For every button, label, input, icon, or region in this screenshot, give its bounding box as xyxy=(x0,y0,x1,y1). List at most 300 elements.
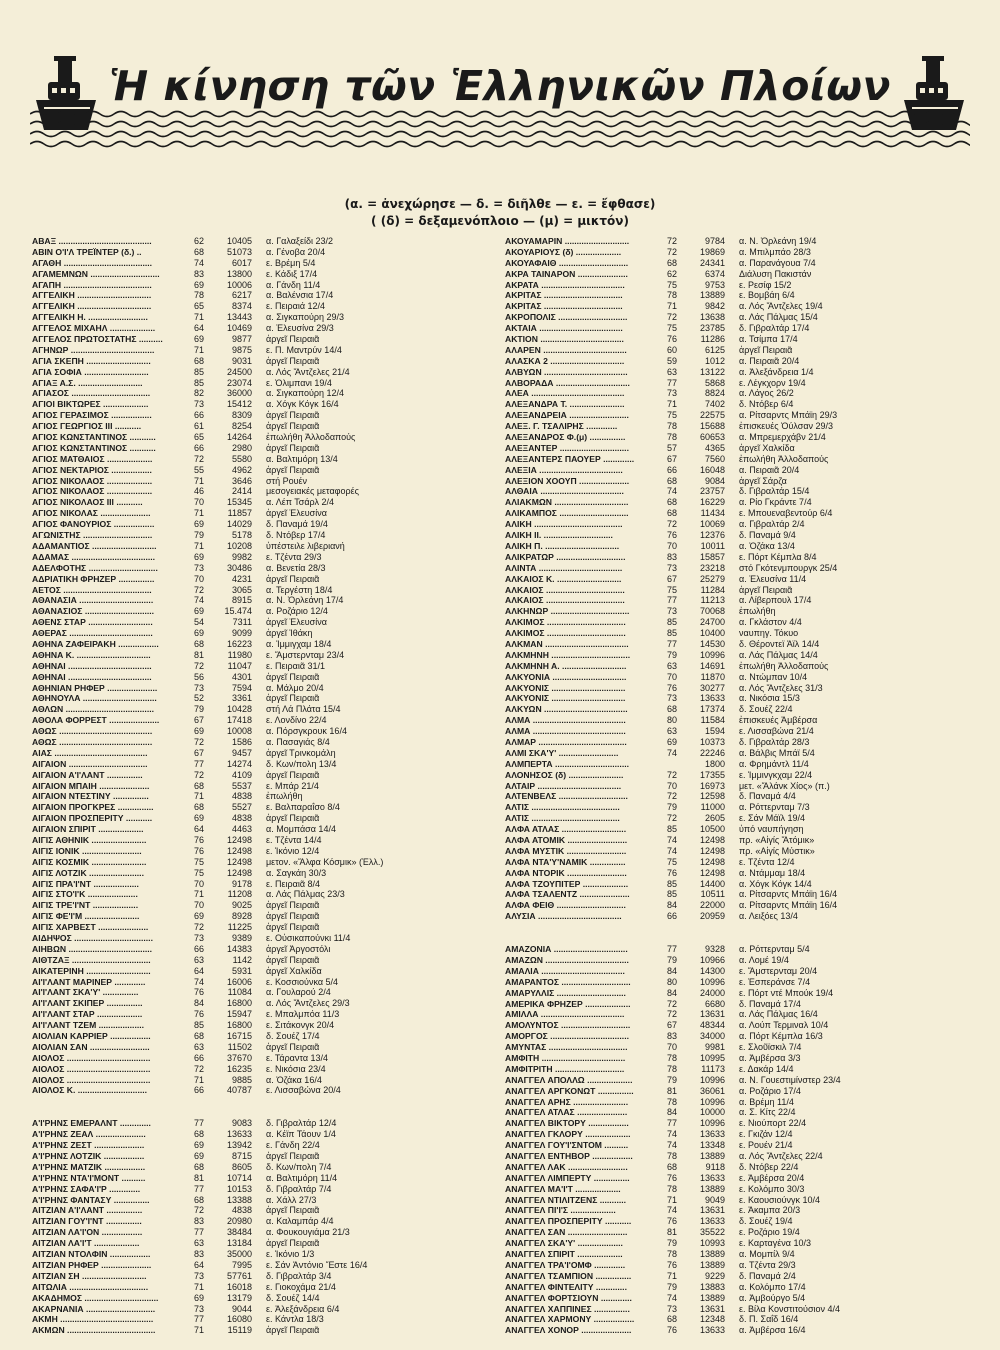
tonnage: 13883 xyxy=(699,1281,725,1292)
tonnage: 10208 xyxy=(226,540,252,551)
tonnage: 7594 xyxy=(231,682,252,693)
ship-name: ΑΛΕΑ ....................................... xyxy=(505,388,625,399)
status: ἀργεῖ Σάρζα xyxy=(739,475,787,486)
status: ε. Ἀκαμπα 20/3 xyxy=(739,1205,801,1216)
ship-name: ΑΛΕΞΑΝΔΡΑ Τ. ....................... xyxy=(505,399,625,410)
ship-name: ΑΙΓΑΙΟΝ ................................. xyxy=(32,758,148,769)
ship-name: ΑΙΓΙΣ ΑΘΗΝΙΚ ....................... xyxy=(32,834,147,845)
ship-name: ΑΓΙΟΣ ΓΕΡΑΣΙΜΟΣ ................. xyxy=(32,410,152,421)
ship-row xyxy=(32,486,462,497)
tonnage: 70068 xyxy=(699,606,725,617)
status: ἀργεῖ Πειραιᾶ xyxy=(266,573,320,584)
tonnage: 38484 xyxy=(226,1227,252,1238)
build-year: 66 xyxy=(666,464,677,475)
ship-row xyxy=(505,334,935,345)
ship-row xyxy=(32,1314,462,1325)
tonnage: 9049 xyxy=(704,1194,725,1205)
ship-row xyxy=(32,977,462,988)
status: α. Χόγκ Κόγκ 14/4 xyxy=(739,878,812,889)
tonnage: 13889 xyxy=(699,1259,725,1270)
ship-row xyxy=(32,378,462,389)
tonnage: 12498 xyxy=(699,867,725,878)
ship-name: ΑΓΙΟΣ ΚΩΝΣΤΑΝΤΙΝΟΣ ........... xyxy=(32,442,156,453)
tonnage: 13179 xyxy=(226,1292,252,1303)
tonnage: 10153 xyxy=(226,1183,252,1194)
tonnage: 9229 xyxy=(704,1270,725,1281)
ship-name: ΑΙΤΖΙΑΝ ΣΗ ........................... xyxy=(32,1270,147,1281)
ship-name: ΑΓΙΟΣ ΜΑΤΘΑΙΟΣ ................... xyxy=(32,453,153,464)
ship-name: ΑΚΡΙΤΑΣ ................................. xyxy=(505,290,623,301)
build-year: 71 xyxy=(666,1270,677,1281)
ship-row xyxy=(32,911,462,922)
status: ναυπηγ. Τόκυο xyxy=(739,628,799,639)
build-year: 74 xyxy=(666,1292,677,1303)
ship-row xyxy=(505,1075,935,1086)
status: ε. Βομβάη 6/4 xyxy=(739,290,795,301)
build-year: 69 xyxy=(193,628,204,639)
build-year: 85 xyxy=(666,889,677,900)
build-year: 79 xyxy=(193,530,204,541)
tonnage: 14300 xyxy=(699,965,725,976)
ship-name: ΑΙΟΛΙΑΝ ΚΑΡΡΙΕΡ ................. xyxy=(32,1031,151,1042)
ship-name: ΑΛΚΥΟΝΙΣ ............................... xyxy=(505,682,626,693)
status: ἀργεῖ Ἐλευσίνα xyxy=(266,617,327,628)
ship-row xyxy=(32,563,462,574)
status: ε. Ὀλιμπανι 19/4 xyxy=(266,377,332,388)
tonnage: 16048 xyxy=(699,464,725,475)
tonnage: 5527 xyxy=(231,802,252,813)
status: α. Ἀμβούργο 5/4 xyxy=(739,1292,806,1303)
build-year: 68 xyxy=(666,257,677,268)
ship-name: ΑΛΚΥΟΝΙΑ ............................... xyxy=(505,671,627,682)
ship-row xyxy=(32,1042,462,1053)
ship-row xyxy=(505,530,935,541)
ship-name: ΑΘΕΝΣ ΣΤΑΡ ........................... xyxy=(32,617,153,628)
status: ὑπό ναυπήγηση xyxy=(739,824,804,835)
build-year: 79 xyxy=(666,1281,677,1292)
ship-row xyxy=(32,1293,462,1304)
build-year: 68 xyxy=(666,508,677,519)
ship-name: ΑΙΤΖΙΑΝ ΝΤΟΛΦΙΝ ................. xyxy=(32,1249,151,1260)
status: α. Κέϊπ Τάουν 1/4 xyxy=(266,1129,336,1140)
ship-name: ΑΛΒΟΡΑΔΑ ............................... xyxy=(505,377,630,388)
ship-row xyxy=(505,715,935,726)
ship-row xyxy=(32,1238,462,1249)
ship-row xyxy=(505,258,935,269)
tonnage: 6680 xyxy=(704,998,725,1009)
ship-row xyxy=(505,770,935,781)
tonnage: 9389 xyxy=(231,933,252,943)
build-year: 79 xyxy=(666,802,677,813)
build-year: 60 xyxy=(666,344,677,355)
tonnage: 14029 xyxy=(226,519,252,530)
status: δ. Παναμά 17/4 xyxy=(739,998,801,1009)
status: στό Γκότενμπουργκ 25/4 xyxy=(739,562,838,573)
status: ε. Ρουέν 21/4 xyxy=(739,1140,793,1151)
section-gap xyxy=(505,922,935,944)
status: δ. Σουέζ 22/4 xyxy=(739,704,793,715)
ship-name: ΑΔΡΙΑΤΙΚΗ ΦΡΗΖΕΡ ............... xyxy=(32,573,155,584)
ship-name: ΑΛΙΚΗ ..................................... xyxy=(505,519,623,530)
tonnage: 4109 xyxy=(231,769,252,780)
status: ε. Λονδίνο 22/4 xyxy=(266,715,327,726)
tonnage: 9753 xyxy=(704,279,725,290)
ship-name: Α'Ι'ΡΗΝΣ ΜΑΤΖΙΚ ................. xyxy=(32,1161,146,1172)
status: α. Χάλλ 27/3 xyxy=(266,1194,317,1205)
build-year: 68 xyxy=(193,355,204,366)
tonnage: 9084 xyxy=(704,475,725,486)
ship-name: ΑΜΟΡΓΟΣ ................................. xyxy=(505,1031,629,1042)
ship-name: ΑΛΕΞΑΝΔΡΟΣ Φ.(μ) ............... xyxy=(505,432,626,443)
build-year: 72 xyxy=(666,998,677,1009)
status: ε. Κάντλα 18/3 xyxy=(266,1314,324,1325)
build-year: 76 xyxy=(666,530,677,541)
ship-row xyxy=(32,1162,462,1173)
build-year: 69 xyxy=(193,551,204,562)
tonnage: 11284 xyxy=(700,584,725,595)
status: α. Λάς Πάλμας 15/4 xyxy=(739,312,818,323)
status: ἐπωλήθη xyxy=(266,791,303,802)
tonnage: 10400 xyxy=(699,628,725,639)
status: α. Ντώμπαν 10/4 xyxy=(739,671,808,682)
ship-name: ΑΛΤΑΙΡ ................................... xyxy=(505,780,622,791)
tonnage: 14264 xyxy=(226,432,252,443)
build-year: 66 xyxy=(666,911,677,922)
ship-name: ΑΛΕΞΑΝΤΕΡΣ ΠΑΟΥΕΡ ............. xyxy=(505,453,635,464)
status: ε. Λισσαβώνα 21/4 xyxy=(739,726,814,737)
tonnage: 9877 xyxy=(231,334,252,345)
status: α. Λός Ἄντζελες 21/4 xyxy=(266,366,350,377)
ship-name: ΑΙΓΑΙΟΝ ΠΡΟΣΠΕΡΙΤΥ ........... xyxy=(32,813,153,824)
tonnage: 16800 xyxy=(226,998,252,1009)
ship-row xyxy=(505,999,935,1010)
build-year: 68 xyxy=(193,1129,204,1140)
status: ε. Π. Μαντρύν 14/4 xyxy=(266,344,342,355)
tonnage: 10469 xyxy=(226,323,252,334)
status: ε. Μπάρ 21/4 xyxy=(266,780,319,791)
ship-name: ΑΒΑΞ ....................................... xyxy=(32,236,152,246)
status: δ. Ντόβερ 17/4 xyxy=(266,530,326,541)
build-year: 66 xyxy=(193,943,204,954)
status: ἀργεῖ Ἀργοστόλι xyxy=(266,943,331,954)
tonnage: 2605 xyxy=(704,813,725,824)
tonnage: 34000 xyxy=(699,1031,725,1042)
ship-name: ΑΛΚΑΙΟΣ ................................. xyxy=(505,595,625,606)
tonnage: 11857 xyxy=(227,508,252,519)
ship-row xyxy=(32,868,462,879)
tonnage: 7995 xyxy=(231,1259,252,1270)
tonnage: 3361 xyxy=(231,693,252,704)
tonnage: 9083 xyxy=(231,1118,252,1129)
ship-name: ΑΘΟΛΑ ΦΟΡΡΕΣΤ ..................... xyxy=(32,715,160,726)
tonnage: 13348 xyxy=(699,1140,725,1151)
ship-row xyxy=(505,661,935,672)
status: α. Καλαμπάρ 4/4 xyxy=(266,1216,334,1227)
tonnage: 36061 xyxy=(699,1085,725,1096)
status: δ. Ντόβερ 6/4 xyxy=(739,399,794,410)
ship-row xyxy=(505,900,935,911)
ship-row xyxy=(505,955,935,966)
ship-name: ΑΛΕΞΙΑ ................................... xyxy=(505,464,623,475)
status: α. Λός Ἄντζελες 31/3 xyxy=(739,682,823,693)
status: α. Μομπάσα 14/4 xyxy=(266,824,336,835)
ship-row xyxy=(32,1140,462,1151)
ship-row xyxy=(505,1053,935,1064)
ship-name: ΑΚΡΑΤΑ ................................... xyxy=(505,279,625,290)
build-year: 73 xyxy=(193,399,204,410)
build-year: 68 xyxy=(666,497,677,508)
tonnage: 25279 xyxy=(699,573,725,584)
status: μετον. «Ἄλφα Κόσμικ» (Ἑλλ.) xyxy=(266,856,384,867)
tonnage: 15412 xyxy=(226,399,252,410)
build-year: 64 xyxy=(193,1259,204,1270)
build-year: 73 xyxy=(193,933,204,943)
ship-row xyxy=(32,1009,462,1020)
tonnage: 13184 xyxy=(226,1238,252,1249)
ship-row xyxy=(505,236,935,247)
ship-row xyxy=(505,595,935,606)
status: α. Ρίτσαρντς Μπάϊη 29/3 xyxy=(739,410,838,421)
ship-name: ΑΝΑΓΓΕΛ ΠΙ'Ι'Σ ................... xyxy=(505,1205,616,1216)
build-year: 75 xyxy=(666,410,677,421)
status: ἀργεῖ Πειραιᾶ xyxy=(266,464,320,475)
tonnage: 24000 xyxy=(699,987,725,998)
build-year: 84 xyxy=(666,965,677,976)
status: ἀργεῖ Χαλκίδα xyxy=(739,442,795,453)
build-year xyxy=(655,759,677,770)
build-year: 75 xyxy=(666,856,677,867)
ship-name: ΑΚΡΟΠΟΛΙΣ ............................. xyxy=(505,312,628,323)
build-year: 55 xyxy=(193,464,204,475)
status: ε. Κοσσιούνκα 5/4 xyxy=(266,976,339,987)
status: ἀργεῖ Πειραιᾶ xyxy=(266,1205,320,1216)
tonnage: 12498 xyxy=(226,845,252,856)
ship-row xyxy=(505,356,935,367)
ship-name: ΑΙΤΖΙΑΝ ΓΟΥ'Ι'ΝΤ ............... xyxy=(32,1216,142,1227)
tonnage: 11980 xyxy=(227,649,252,660)
build-year: 69 xyxy=(193,606,204,617)
ship-name: ΑΝΑΓΓΕΛ ΛΙΜΠΕΡΤΥ ............... xyxy=(505,1172,630,1183)
ship-name: ΑΙΟΛΟΣ ................................... xyxy=(32,1052,151,1063)
ship-row xyxy=(32,846,462,857)
build-year: 78 xyxy=(666,1249,677,1260)
build-year: 78 xyxy=(666,1063,677,1074)
status: ε. Ροζάριο 19/4 xyxy=(739,1227,800,1238)
status: α. Γαλαξείδι 23/2 xyxy=(266,236,333,246)
status: ἀργεῖ Πειραιᾶ xyxy=(266,1238,320,1249)
tonnage: 13633 xyxy=(699,693,725,704)
status: α. Πόρσγκρουκ 16/4 xyxy=(266,726,347,737)
status: ἀργεῖ Πειραιᾶ xyxy=(266,334,320,345)
build-year: 46 xyxy=(193,486,204,497)
ship-name: ΑΛΦΑ ΜΥΣΤΙΚ ......................... xyxy=(505,845,627,856)
ship-row xyxy=(32,541,462,552)
ship-name: ΑΙΓΙΣ ΧΑΡΒΕΣΤ ..................... xyxy=(32,922,149,933)
tonnage: 16018 xyxy=(226,1281,252,1292)
status: ὑπέστειλε λιβεριανή xyxy=(266,540,345,551)
ship-row xyxy=(32,356,462,367)
status: ἀργεῖ Πειραιᾶ xyxy=(266,671,320,682)
ship-row xyxy=(32,574,462,585)
ship-row xyxy=(505,1195,935,1206)
ship-row xyxy=(32,933,462,944)
ship-name: ΑΛΚΜΗΝΗ Α. ........................... xyxy=(505,660,627,671)
tonnage: 10500 xyxy=(699,824,725,835)
tonnage: 10995 xyxy=(699,1053,725,1064)
tonnage: 12376 xyxy=(699,530,725,541)
ship-name: ΑΙΚΑΤΕΡΙΝΗ ........................... xyxy=(32,965,151,976)
ship-row xyxy=(32,454,462,465)
build-year: 74 xyxy=(666,834,677,845)
build-year: 73 xyxy=(193,1303,204,1314)
tonnage: 12498 xyxy=(699,834,725,845)
status: πρ. «Αἰγίς Μύστικ» xyxy=(739,845,815,856)
ship-name: ΑΛΕΞΙΟΝ ΧΟΟΥΠ ..................... xyxy=(505,475,630,486)
ship-name: ΑΛΦΑ ΤΣΑΛΕΝΤΖ ..................... xyxy=(505,889,630,900)
build-year: 52 xyxy=(193,693,204,704)
ship-name: ΑΛΘΑΙΑ ................................... xyxy=(505,486,624,497)
status: α. Ὀζάκα 16/4 xyxy=(266,1074,322,1085)
ship-name: ΑΝΑΓΓΕΛ ΣΚΑ'Υ' ................... xyxy=(505,1238,623,1249)
status: α. Βαλένσια 17/4 xyxy=(266,290,334,301)
build-year: 74 xyxy=(666,1205,677,1216)
tonnage: 13631 xyxy=(699,1303,725,1314)
ship-row xyxy=(505,1118,935,1129)
ship-row xyxy=(32,1260,462,1271)
ship-name: ΑΝΑΓΓΕΛ ΦΙΝΤΕΛΙΤΥ ............. xyxy=(505,1281,627,1292)
ship-row xyxy=(32,1031,462,1042)
status: α. Ροζάριο 12/4 xyxy=(266,606,328,617)
ship-row xyxy=(32,345,462,356)
tonnage: 20980 xyxy=(226,1216,252,1227)
ship-row xyxy=(505,345,935,356)
tonnage: 12498 xyxy=(699,845,725,856)
ship-name: ΑΛΜΙ ΣΚΑ'Υ' ......................... xyxy=(505,747,619,758)
tonnage: 7402 xyxy=(704,399,725,410)
ship-name: ΑΚΤΙΟΝ ................................... xyxy=(505,334,624,345)
build-year: 66 xyxy=(193,442,204,453)
ship-row xyxy=(505,748,935,759)
ship-name: ΑΔΑΜΑΣ ................................... xyxy=(32,551,156,562)
status: ε. Ἰκόνιο 12/4 xyxy=(266,845,320,856)
ship-row xyxy=(32,497,462,508)
status: α. Γιβραλτάρ 2/4 xyxy=(739,519,805,530)
ship-name: ΑΛΒΥΩΝ ................................... xyxy=(505,366,628,377)
tonnage: 11870 xyxy=(700,671,725,682)
ship-name: ΑΝΑΓΓΕΛ ΕΝΤΗΒΟΡ ................. xyxy=(505,1151,633,1162)
ship-row xyxy=(505,606,935,617)
build-year: 69 xyxy=(193,1140,204,1151)
build-year: 63 xyxy=(666,726,677,737)
ship-list-left-column xyxy=(32,236,462,1336)
build-year: 65 xyxy=(193,432,204,443)
ship-row xyxy=(32,1075,462,1086)
build-year: 78 xyxy=(666,421,677,432)
build-year: 66 xyxy=(193,1052,204,1063)
tonnage: 8715 xyxy=(231,1151,252,1162)
status: ε. Νικόσια 23/4 xyxy=(266,1063,326,1074)
tonnage: 35522 xyxy=(699,1227,725,1238)
status: ε. Βαλπαραΐσο 8/4 xyxy=(266,802,340,813)
ship-name: ΑΙΓΙΣ ΚΟΣΜΙΚ ....................... xyxy=(32,856,147,867)
build-year: 81 xyxy=(666,1085,677,1096)
ship-name: ΑΒΙΝ Ο'Ι'Λ ΤΡΕΪΝΤΕΡ (δ.) .. xyxy=(32,246,142,257)
tonnage: 11286 xyxy=(700,334,725,345)
build-year: 68 xyxy=(193,246,204,257)
status: α. Γένοβα 20/4 xyxy=(266,246,326,257)
ship-name: ΑΛΕΞΑΝΤΕΡ ............................. xyxy=(505,442,629,453)
tonnage: 4962 xyxy=(231,464,252,475)
tonnage: 9044 xyxy=(231,1303,252,1314)
build-year: 77 xyxy=(193,758,204,769)
build-year: 59 xyxy=(666,355,677,366)
status: α. Λός Ἄντζελες 19/4 xyxy=(739,301,823,312)
ship-row xyxy=(505,1293,935,1304)
status: ἀργεῖ Πειραιᾶ xyxy=(266,1151,320,1162)
build-year: 67 xyxy=(666,573,677,584)
tonnage: 14530 xyxy=(699,638,725,649)
ship-name: ΑΙΓΑΙΟΝ ΠΡΟΓΚΡΕΣ ............... xyxy=(32,802,154,813)
build-year: 81 xyxy=(193,649,204,660)
ship-name: ΑΓΙΑΣΟΣ ................................. xyxy=(32,388,151,399)
status: ἐπωλήθη Ἀλλοδαπούς xyxy=(739,453,829,464)
status: στή Ρουέν xyxy=(266,475,308,486)
status: α. Μπρεμερχάβν 21/4 xyxy=(739,432,826,443)
build-year: 72 xyxy=(193,1063,204,1074)
build-year: 74 xyxy=(193,595,204,606)
ship-name: Α'Ι'ΡΗΝΣ ΖΕΑΛ ..................... xyxy=(32,1129,146,1140)
ship-row xyxy=(505,1260,935,1271)
ship-row xyxy=(505,1162,935,1173)
build-year: 76 xyxy=(193,1009,204,1020)
ship-name: ΑΜΟΛΥΝΤΟΣ ............................. xyxy=(505,1020,631,1031)
status: ε. Πόρτ Κέμπλα 8/4 xyxy=(739,551,817,562)
ship-name: ΑΙΓΙΣ ΣΤΟ'Ι'Κ ..................... xyxy=(32,889,138,900)
status: ἀργεῖ Πειραιᾶ xyxy=(266,900,320,911)
tonnage: 9784 xyxy=(704,236,725,246)
tonnage: 4838 xyxy=(231,791,252,802)
ship-name: ΑΙΓΑΙΟΝ ΜΠΑΙΗ ..................... xyxy=(32,780,150,791)
status: ε. Σιτάκονγκ 20/4 xyxy=(266,1020,335,1031)
ship-name: ΑΘΗΝΑΙ ................................... xyxy=(32,660,152,671)
build-year: 78 xyxy=(666,290,677,301)
tonnage: 16800 xyxy=(226,1020,252,1031)
tonnage: 12348 xyxy=(699,1314,725,1325)
ship-row xyxy=(505,693,935,704)
status: ε. Τζέντα 12/4 xyxy=(739,856,795,867)
tonnage: 15.474 xyxy=(224,606,252,617)
status: ε. Κάδιξ 17/4 xyxy=(266,268,318,279)
build-year: 70 xyxy=(666,1042,677,1053)
status: α. Μάλμο 20/4 xyxy=(266,682,324,693)
ship-row xyxy=(32,585,462,596)
ship-row xyxy=(32,987,462,998)
build-year: 73 xyxy=(666,1303,677,1314)
tonnage: 8824 xyxy=(704,388,725,399)
tonnage: 12498 xyxy=(226,867,252,878)
build-year: 68 xyxy=(666,1161,677,1172)
build-year: 81 xyxy=(193,1172,204,1183)
build-year: 76 xyxy=(666,682,677,693)
build-year: 76 xyxy=(666,334,677,345)
tonnage: 10996 xyxy=(699,1118,725,1129)
build-year: 85 xyxy=(193,377,204,388)
tonnage: 9118 xyxy=(705,1161,725,1172)
build-year: 68 xyxy=(666,704,677,715)
build-year: 68 xyxy=(193,638,204,649)
ship-name: ΑΓΓΕΛΟΣ ΠΡΩΤΟΣΤΑΤΗΣ .......... xyxy=(32,334,163,345)
tonnage: 17355 xyxy=(699,769,725,780)
